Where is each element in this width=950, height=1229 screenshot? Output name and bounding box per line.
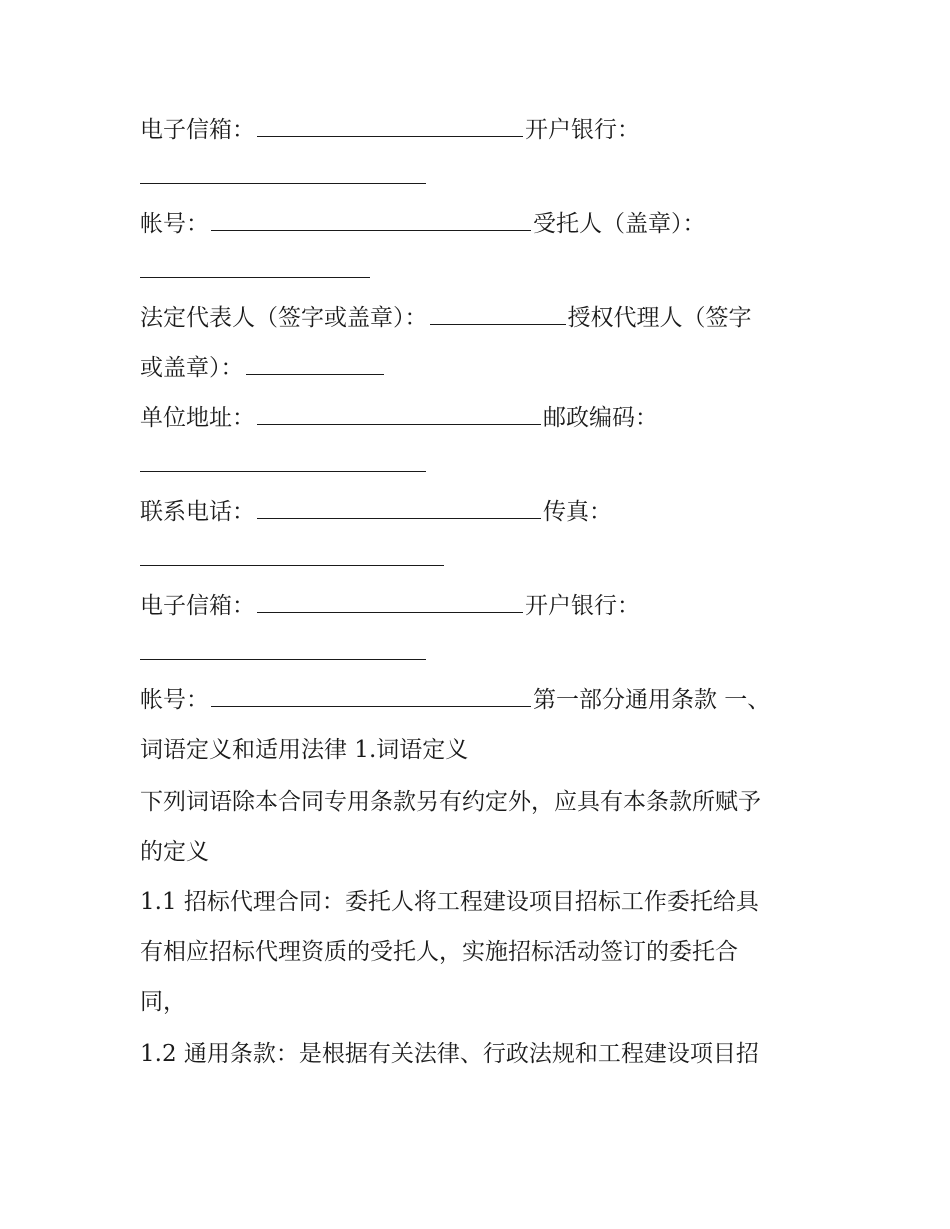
paragraph-intro-line-2: 的定义	[140, 839, 209, 865]
address-label: 单位地址：	[140, 405, 255, 431]
agent-row-cont	[140, 354, 386, 382]
bank-label-2: 开户银行：	[525, 593, 640, 619]
phone-row	[140, 498, 612, 526]
agent-label: 授权代理人（签字	[567, 305, 752, 331]
clause-1-2-line-1: 1.2 通用条款：是根据有关法律、行政法规和工程建设项目招	[140, 1041, 759, 1067]
address-blank[interactable]	[257, 404, 541, 425]
account-row	[140, 210, 706, 238]
email-row	[140, 116, 640, 144]
fax-blank[interactable]	[140, 565, 444, 566]
trustee-seal-blank[interactable]	[140, 277, 370, 278]
legal-rep-row	[140, 304, 752, 332]
email-label-2: 电子信箱：	[140, 593, 255, 619]
paragraph-intro-line-1: 下列词语除本合同专用条款另有约定外，应具有本条款所赋予	[140, 789, 761, 815]
definitions-heading: 词语定义和适用法律 1.词语定义	[140, 737, 469, 763]
account-blank[interactable]	[211, 210, 531, 231]
fax-label: 传真：	[543, 499, 612, 525]
account-blank-2[interactable]	[211, 686, 531, 707]
agent-blank[interactable]	[246, 354, 384, 375]
account-row-2	[140, 686, 770, 714]
legal-rep-label: 法定代表人（签字或盖章）：	[140, 305, 428, 331]
phone-blank[interactable]	[257, 498, 541, 519]
clause-1-1-line-3: 同，	[140, 989, 186, 1015]
email-blank[interactable]	[257, 116, 523, 137]
clause-1-1-line-1: 1.1 招标代理合同：委托人将工程建设项目招标工作委托给具	[140, 889, 759, 915]
clause-1-1-line-2: 有相应招标代理资质的受托人，实施招标活动签订的委托合	[140, 939, 738, 965]
part-one-heading: 第一部分通用条款 一、	[533, 687, 771, 713]
account-label-2: 帐号：	[140, 687, 209, 713]
postcode-blank[interactable]	[140, 471, 426, 472]
address-row	[140, 404, 658, 432]
bank-blank-2[interactable]	[140, 659, 426, 660]
email-blank-2[interactable]	[257, 592, 523, 613]
definitions-heading-row	[140, 736, 468, 764]
phone-label: 联系电话：	[140, 499, 255, 525]
postcode-label: 邮政编码：	[543, 405, 658, 431]
bank-label: 开户银行：	[525, 117, 640, 143]
agent-label-cont: 或盖章）：	[140, 355, 244, 381]
account-label: 帐号：	[140, 211, 209, 237]
bank-blank[interactable]	[140, 183, 426, 184]
trustee-seal-label: 受托人（盖章）：	[533, 211, 706, 237]
email-label: 电子信箱：	[140, 117, 255, 143]
legal-rep-blank[interactable]	[430, 304, 566, 325]
email-row-2	[140, 592, 640, 620]
